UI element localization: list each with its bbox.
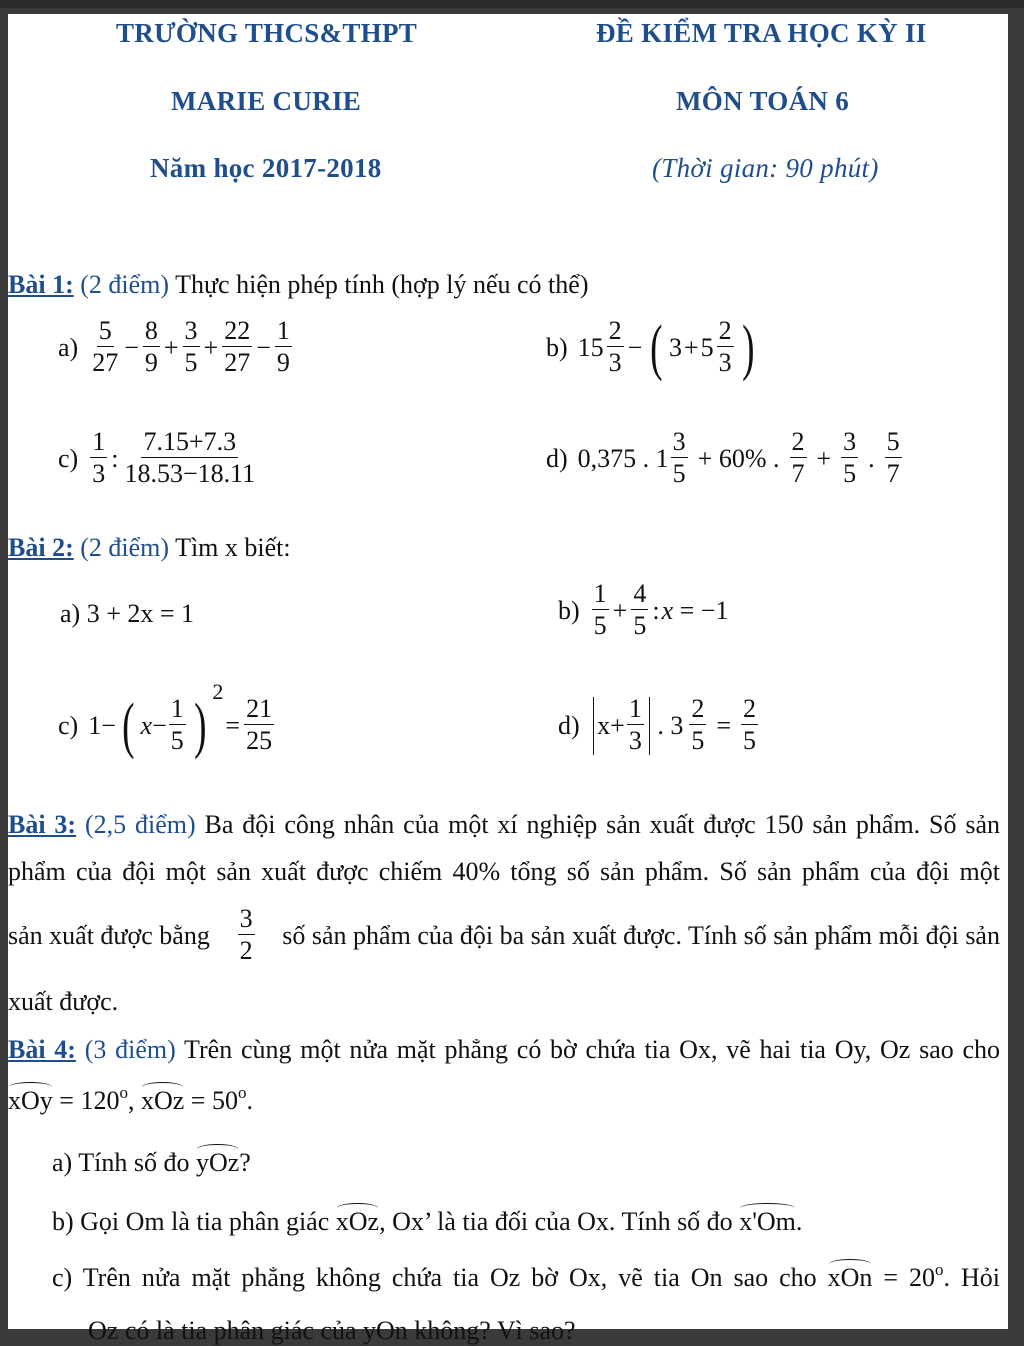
bai4-b: b) Gọi Om là tia phân giác xOz, Ox’ là tia đối của Ox. Tính số đo x'Om. — [52, 1207, 803, 1236]
bai2-heading — [8, 533, 291, 563]
bai1-c-label: c) — [58, 443, 79, 473]
bai2-label: Bài 2: — [8, 533, 74, 562]
bai1-c: c) 1 3 : 7.15+7.3 18.53−18.11 — [58, 427, 256, 488]
bai3-label: Bài 3: — [8, 810, 77, 839]
exam-subject: MÔN TOÁN 6 — [676, 86, 850, 116]
bai4-line1 — [8, 1035, 1000, 1065]
bai1-b-label: b) — [546, 332, 568, 362]
bai1-task: Thực hiện phép tính (hợp lý nếu có thể) — [175, 270, 589, 299]
bai1-a-label: a) — [58, 332, 79, 362]
document-page — [8, 14, 1008, 1345]
exam-title: ĐỀ KIỂM TRA HỌC KỲ II — [596, 18, 927, 48]
bai2-c-label: c) — [58, 710, 79, 740]
bai3-line2: phẩm của đội một sản xuất được chiếm 40% tổng số sản phẩm. Số sản phẩm của đội một — [8, 857, 1000, 886]
bai2-b: b) 1 5 + $\frac{4}{5}$ : x = −1 — [558, 579, 729, 640]
bai2-a: a) 3 + 2x = 1 — [60, 599, 195, 628]
bai4-c-text: c) Trên nửa mặt phẳng không chứa tia Oz bờ Ox, vẽ tia On sao cho — [52, 1263, 817, 1292]
viewer-top-bar — [0, 0, 1024, 8]
bai2-task: Tìm x biết: — [175, 533, 291, 562]
bai4-points: (3 điểm) — [84, 1035, 176, 1064]
bai1-d-label: d) — [546, 443, 568, 473]
bai3-text-3a: sản xuất được bằng — [8, 920, 210, 950]
bai4-a: a) Tính số đo yOz? — [52, 1148, 251, 1177]
bai3-line4: xuất được. — [8, 987, 119, 1016]
school-name: TRƯỜNG THCS&THPT — [116, 18, 418, 48]
bai3-text-3b: số sản phẩm của đội ba sản xuất được. Tính số sản phẩm mỗi đội sản — [282, 920, 1000, 950]
bai1-heading — [8, 270, 588, 300]
bai3-line3: sản xuất được bằng 3 2 số sản phẩm của đội ba sản xuất được. Tính số sản phẩm mỗi đội sản — [8, 904, 1000, 965]
bai2-d: d) x+ $\frac{1}{3}$ . 3 $\frac{2}{5}$ = $\frac{2}{5}$ — [558, 694, 757, 755]
bai4-text-1: Trên cùng một nửa mặt phẳng có bờ chứa tia Ox, vẽ hai tia Oy, Oz sao cho — [184, 1035, 1001, 1064]
bai1-a: a) 5 27 − $\frac{8}{9}$ + $\frac{3}{5}$ + $\frac{22}{27}$ − $\frac{1}{9}$ — [58, 316, 290, 377]
bai3-points: (2,5 điểm) — [84, 810, 196, 839]
bai4-c: c) Trên nửa mặt phẳng không chứa tia Oz bờ Ox, vẽ tia On sao cho xOn = $20^o$. Hỏi — [52, 1260, 1001, 1292]
school-year: Năm học 2017-2018 — [150, 153, 382, 183]
bai4-a-text: a) Tính số đo — [52, 1148, 190, 1177]
bai3-text-1: Ba đội công nhân của một xí nghiệp sản xuất được 150 sản phẩm. Số sản — [204, 810, 1001, 839]
bai2-b-label: b) — [558, 595, 580, 625]
bai4-c-line2: Oz có là tia phân giác của yOn không? Vì sao? — [88, 1316, 576, 1345]
bai4-b-text: b) Gọi Om là tia phân giác — [52, 1207, 330, 1236]
bai2-points: (2 điểm) — [80, 533, 170, 562]
bai3-line1 — [8, 810, 1000, 840]
bai2-c: c) 1− ( x− $\frac{1}{5}$ ) 2 = $\frac{21}{25}$ — [58, 678, 273, 760]
bai1-points: (2 điểm) — [80, 270, 170, 299]
bai4-angles: xOy = $120^o$, xOz = $50^o$. — [8, 1083, 253, 1115]
bai1-b: b) 15 2 3 − ( 3 + 5 2 3 ) — [546, 313, 755, 382]
exam-duration: (Thời gian: 90 phút) — [652, 153, 879, 183]
bai2-d-label: d) — [558, 710, 580, 740]
bai1-label: Bài 1: — [8, 270, 74, 299]
bai4-label: Bài 4: — [8, 1035, 76, 1064]
bai4-b-text-2: , Ox’ là tia đối của Ox. Tính số đo — [379, 1207, 733, 1236]
bai4-c-text-2: . Hỏi — [943, 1263, 1001, 1292]
bai1-d: d) 0,375 . 1 3 5 + 60% . 2 7 + $\frac{3}{5}$ . 5 7 — [546, 427, 900, 488]
school-name-line2: MARIE CURIE — [171, 86, 362, 116]
